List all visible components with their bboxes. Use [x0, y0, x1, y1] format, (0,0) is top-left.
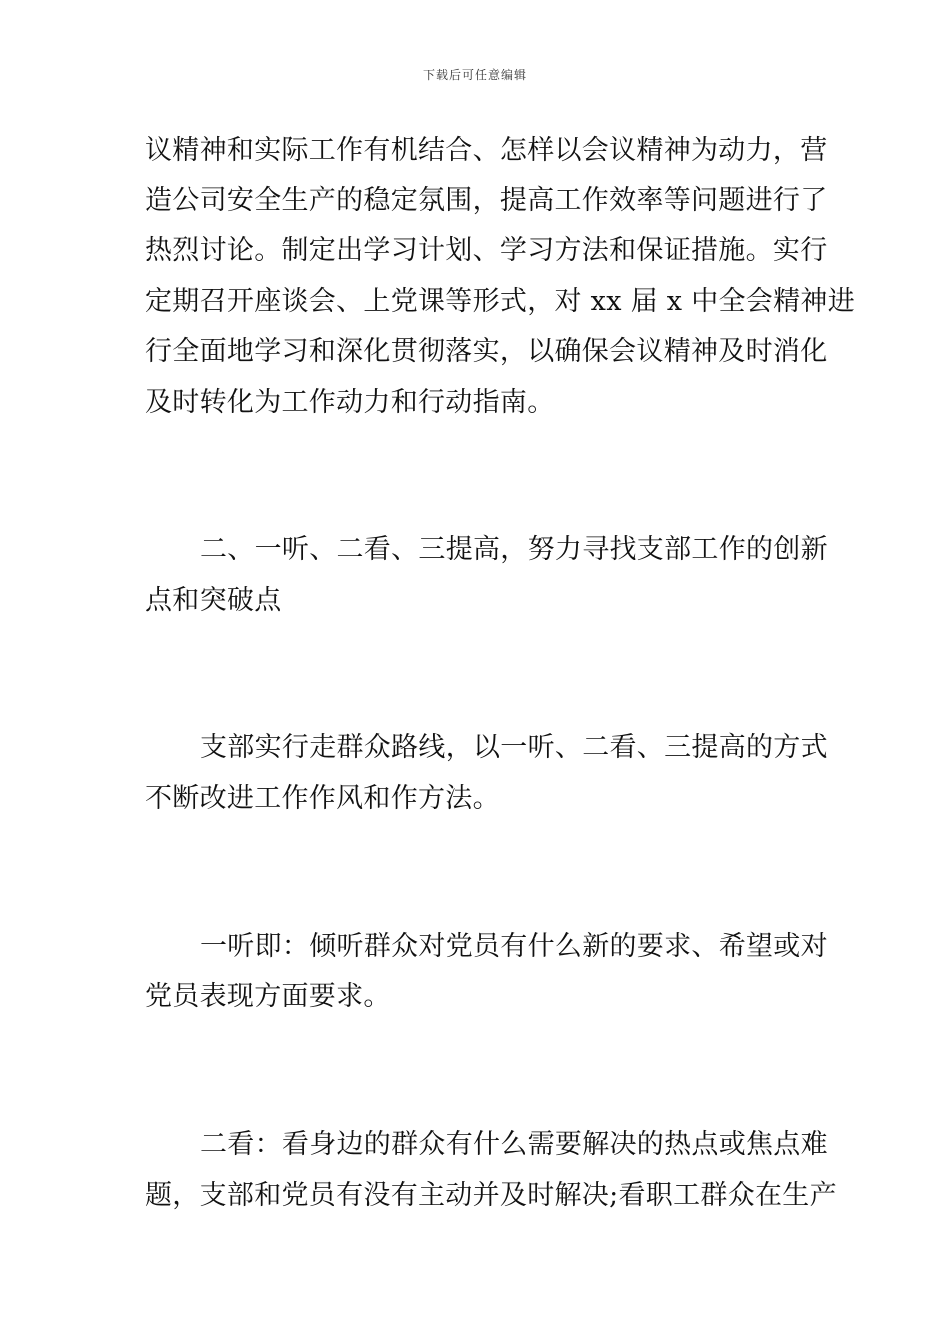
paragraph-1-line-4: 定期召开座谈会、上党课等形式，对 xx 届 x 中全会精神进	[145, 286, 856, 317]
section-heading-line-1: 二、一听、二看、三提高，努力寻找支部工作的创新	[200, 534, 828, 565]
section-heading-line-2: 点和突破点	[145, 585, 282, 616]
paragraph-4-line-2: 党员表现方面要求。	[145, 981, 391, 1012]
page-header: 下载后可任意编辑	[422, 68, 527, 82]
paragraph-1-line-6: 及时转化为工作动力和行动指南。	[145, 387, 555, 418]
paragraph-4-line-1: 一听即：倾听群众对党员有什么新的要求、希望或对	[200, 931, 828, 962]
paragraph-1-line-3: 热烈讨论。制定出学习计划、学习方法和保证措施。实行	[145, 235, 828, 266]
paragraph-3-line-2: 不断改进工作作风和作方法。	[145, 783, 500, 814]
paragraph-1-line-1: 议精神和实际工作有机结合、怎样以会议精神为动力，营	[145, 135, 828, 166]
paragraph-1-line-5: 行全面地学习和深化贯彻落实，以确保会议精神及时消化	[145, 336, 828, 367]
paragraph-5-line-1: 二看：看身边的群众有什么需要解决的热点或焦点难	[200, 1129, 828, 1160]
paragraph-1-line-2: 造公司安全生产的稳定氛围，提高工作效率等问题进行了	[145, 185, 828, 216]
paragraph-5-line-2: 题，支部和党员有没有主动并及时解决;看职工群众在生产	[145, 1180, 837, 1211]
paragraph-3-line-1: 支部实行走群众路线，以一听、二看、三提高的方式	[200, 732, 828, 763]
